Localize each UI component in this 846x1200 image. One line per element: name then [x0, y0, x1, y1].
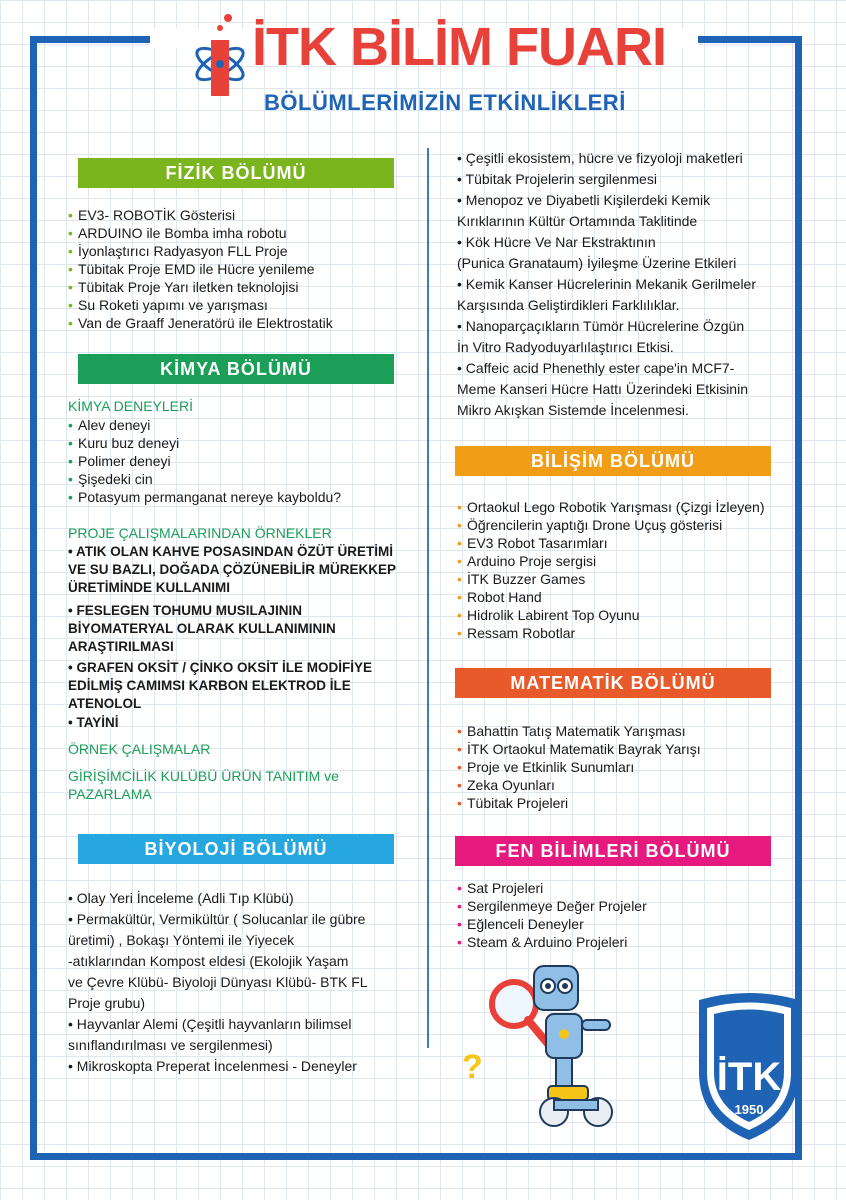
kimya-ornek-heading: ÖRNEK ÇALIŞMALAR: [68, 741, 211, 757]
list-item: • ARDUINO ile Bomba imha robotu: [68, 224, 418, 242]
svg-text:1950: 1950: [734, 1102, 764, 1117]
text-line: EDİLMİŞ CAMIMSI KARBON ELEKTROD İLE: [68, 678, 351, 693]
text-line: Meme Kanseri Hücre Hattı Üzerindeki Etkisinin: [457, 381, 748, 397]
text-line: ve Çevre Klübü- Biyoloji Dünyası Klübü- BTK FL: [68, 974, 368, 990]
list-item: • Hidrolik Labirent Top Oyunu: [457, 606, 797, 624]
fen-header: FEN BİLİMLERİ BÖLÜMÜ: [455, 836, 771, 866]
text-line: • Nanoparçaçıkların Tümör Hücrelerine Özgün: [457, 318, 745, 334]
list-item: • Arduino Proje sergisi: [457, 552, 797, 570]
text-line: • Tübitak Projelerin sergilenmesi: [457, 171, 657, 187]
text-line: • Çeşitli ekosistem, hücre ve fizyoloji maketleri: [457, 150, 743, 166]
svg-text:?: ?: [462, 1048, 483, 1086]
list-item: • Sergilenmeye Değer Projeler: [457, 897, 797, 915]
fizik-header: FİZİK BÖLÜMÜ: [78, 158, 394, 188]
page-subtitle: BÖLÜMLERİMİZİN ETKİNLİKLERİ: [264, 90, 626, 115]
list-item: • Sat Projeleri: [457, 879, 797, 897]
kimya-girisimcilik-line2: PAZARLAMA: [68, 786, 152, 802]
kimya-proje-4: • TAYİNİ: [68, 715, 119, 730]
list-item: • Tübitak Proje Yarı iletken teknolojisi: [68, 278, 418, 296]
fizik-list: [68, 206, 418, 332]
text-line: • Kök Hücre Ve Nar Ekstraktının: [457, 234, 656, 250]
text-line: Kırıklarının Kültür Ortamında Taklitinde: [457, 213, 698, 229]
text-line: • Permakültür, Vermikültür ( Solucanlar ile gübre: [68, 911, 366, 927]
text-line: BİYOMATERYAL OLARAK KULLANIMININ: [68, 621, 336, 636]
kimya-girisimcilik-line1: GİRİŞİMCİLİK KULÜBÜ ÜRÜN TANITIM ve: [68, 768, 339, 784]
text-line: • ATIK OLAN KAHVE POSASINDAN ÖZÜT ÜRETİMİ: [68, 544, 393, 559]
kimya-proje-1: [68, 543, 418, 597]
text-line: • Mikroskopta Preperat İncelenmesi - Deneyler: [68, 1058, 357, 1074]
list-item: • İTK Buzzer Games: [457, 570, 797, 588]
text-line: • Caffeic acid Phenethly ester cape'in MCF7-: [457, 360, 735, 376]
kimya-header: KİMYA BÖLÜMÜ: [78, 354, 394, 384]
list-item: • Şişedeki cin: [68, 470, 418, 488]
biyoloji-header: BİYOLOJİ BÖLÜMÜ: [78, 834, 394, 864]
list-item: • Steam & Arduino Projeleri: [457, 933, 797, 951]
biyoloji-text: [68, 888, 423, 1077]
list-item: • Tübitak Proje EMD ile Hücre yenileme: [68, 260, 418, 278]
list-item: • Su Roketi yapımı ve yarışması: [68, 296, 418, 314]
kimya-proje-heading: PROJE ÇALIŞMALARINDAN ÖRNEKLER: [68, 525, 332, 541]
list-item: • Alev deneyi: [68, 416, 418, 434]
text-line: • Menopoz ve Diyabetli Kişilerdeki Kemik: [457, 192, 711, 208]
kimya-deney-list: [68, 416, 418, 506]
text-line: -atıklarından Kompost eldesi (Ekolojik Yaşam: [68, 953, 349, 969]
bilisim-list: [457, 498, 797, 642]
list-item: • Polimer deneyi: [68, 452, 418, 470]
text-line: ARAŞTIRILMASI: [68, 639, 174, 654]
text-line: ÜRETİMİNDE KULLANIMI: [68, 580, 230, 595]
matematik-list: [457, 722, 797, 812]
list-item: • Van de Graaff Jeneratörü ile Elektrostatik: [68, 314, 418, 332]
text-line: İn Vitro Radyoduyarlılaştırıcı Etkisi.: [457, 339, 674, 355]
list-item: • Potasyum permanganat nereye kayboldu?: [68, 488, 418, 506]
text-line: • GRAFEN OKSİT / ÇİNKO OKSİT İLE MODİFİYE: [68, 660, 372, 675]
text-line: ATENOLOL: [68, 696, 142, 711]
list-item: • Ressam Robotlar: [457, 624, 797, 642]
matematik-header: MATEMATİK BÖLÜMÜ: [455, 668, 771, 698]
list-item: • EV3 Robot Tasarımları: [457, 534, 797, 552]
list-item: • Kuru buz deneyi: [68, 434, 418, 452]
kimya-deneyler-heading: KİMYA DENEYLERİ: [68, 398, 194, 414]
list-item: • Robot Hand: [457, 588, 797, 606]
text-line: • Kemik Kanser Hücrelerinin Mekanik Gerilmeler: [457, 276, 756, 292]
text-line: Proje grubu): [68, 995, 146, 1011]
list-item: • Öğrencilerin yaptığı Drone Uçuş gösterisi: [457, 516, 797, 534]
text-line: Karşısında Geliştirdikleri Farklılıklar.: [457, 297, 680, 313]
text-line: üretimi) , Bokaşı Yöntemi ile Yiyecek: [68, 932, 295, 948]
text-line: • Hayvanlar Alemi (Çeşitli hayvanların bilimsel: [68, 1016, 352, 1032]
bilisim-header: BİLİŞİM BÖLÜMÜ: [455, 446, 771, 476]
list-item: • Eğlenceli Deneyler: [457, 915, 797, 933]
text-line: Mikro Akışkan Sistemde İncelenmesi.: [457, 402, 689, 418]
list-item: • Ortaokul Lego Robotik Yarışması (Çizgi İzleyen): [457, 498, 797, 516]
kimya-proje-3: [68, 659, 418, 713]
kimya-proje-2: [68, 602, 418, 656]
text-line: VE SU BAZLI, DOĞADA ÇÖZÜNEBİLİR MÜREKKEP: [68, 562, 397, 577]
svg-text:İTK: İTK: [716, 1055, 782, 1099]
text-line: • FESLEGEN TOHUMU MUSILAJININ: [68, 603, 302, 618]
list-item: • Zeka Oyunları: [457, 776, 797, 794]
fen-list: [457, 879, 797, 951]
column-divider: [427, 148, 429, 1048]
itk-shield-logo: [694, 992, 804, 1142]
robot-illustration: [462, 960, 627, 1135]
text-line: sınıflandırılması ve sergilenmesi): [68, 1037, 273, 1053]
atom-icon: [192, 12, 248, 98]
biyoloji-continued-text: [457, 148, 802, 421]
page-title: İTK BİLİM FUARI: [252, 17, 666, 77]
list-item: • EV3- ROBOTİK Gösterisi: [68, 206, 418, 224]
list-item: • Tübitak Projeleri: [457, 794, 797, 812]
list-item: • Bahattin Tatış Matematik Yarışması: [457, 722, 797, 740]
list-item: • Proje ve Etkinlik Sunumları: [457, 758, 797, 776]
text-line: • Olay Yeri İnceleme (Adli Tıp Klübü): [68, 890, 294, 906]
list-item: • İTK Ortaokul Matematik Bayrak Yarışı: [457, 740, 797, 758]
list-item: • İyonlaştırıcı Radyasyon FLL Proje: [68, 242, 418, 260]
text-line: (Punica Granataum) İyileşme Üzerine Etkileri: [457, 255, 737, 271]
